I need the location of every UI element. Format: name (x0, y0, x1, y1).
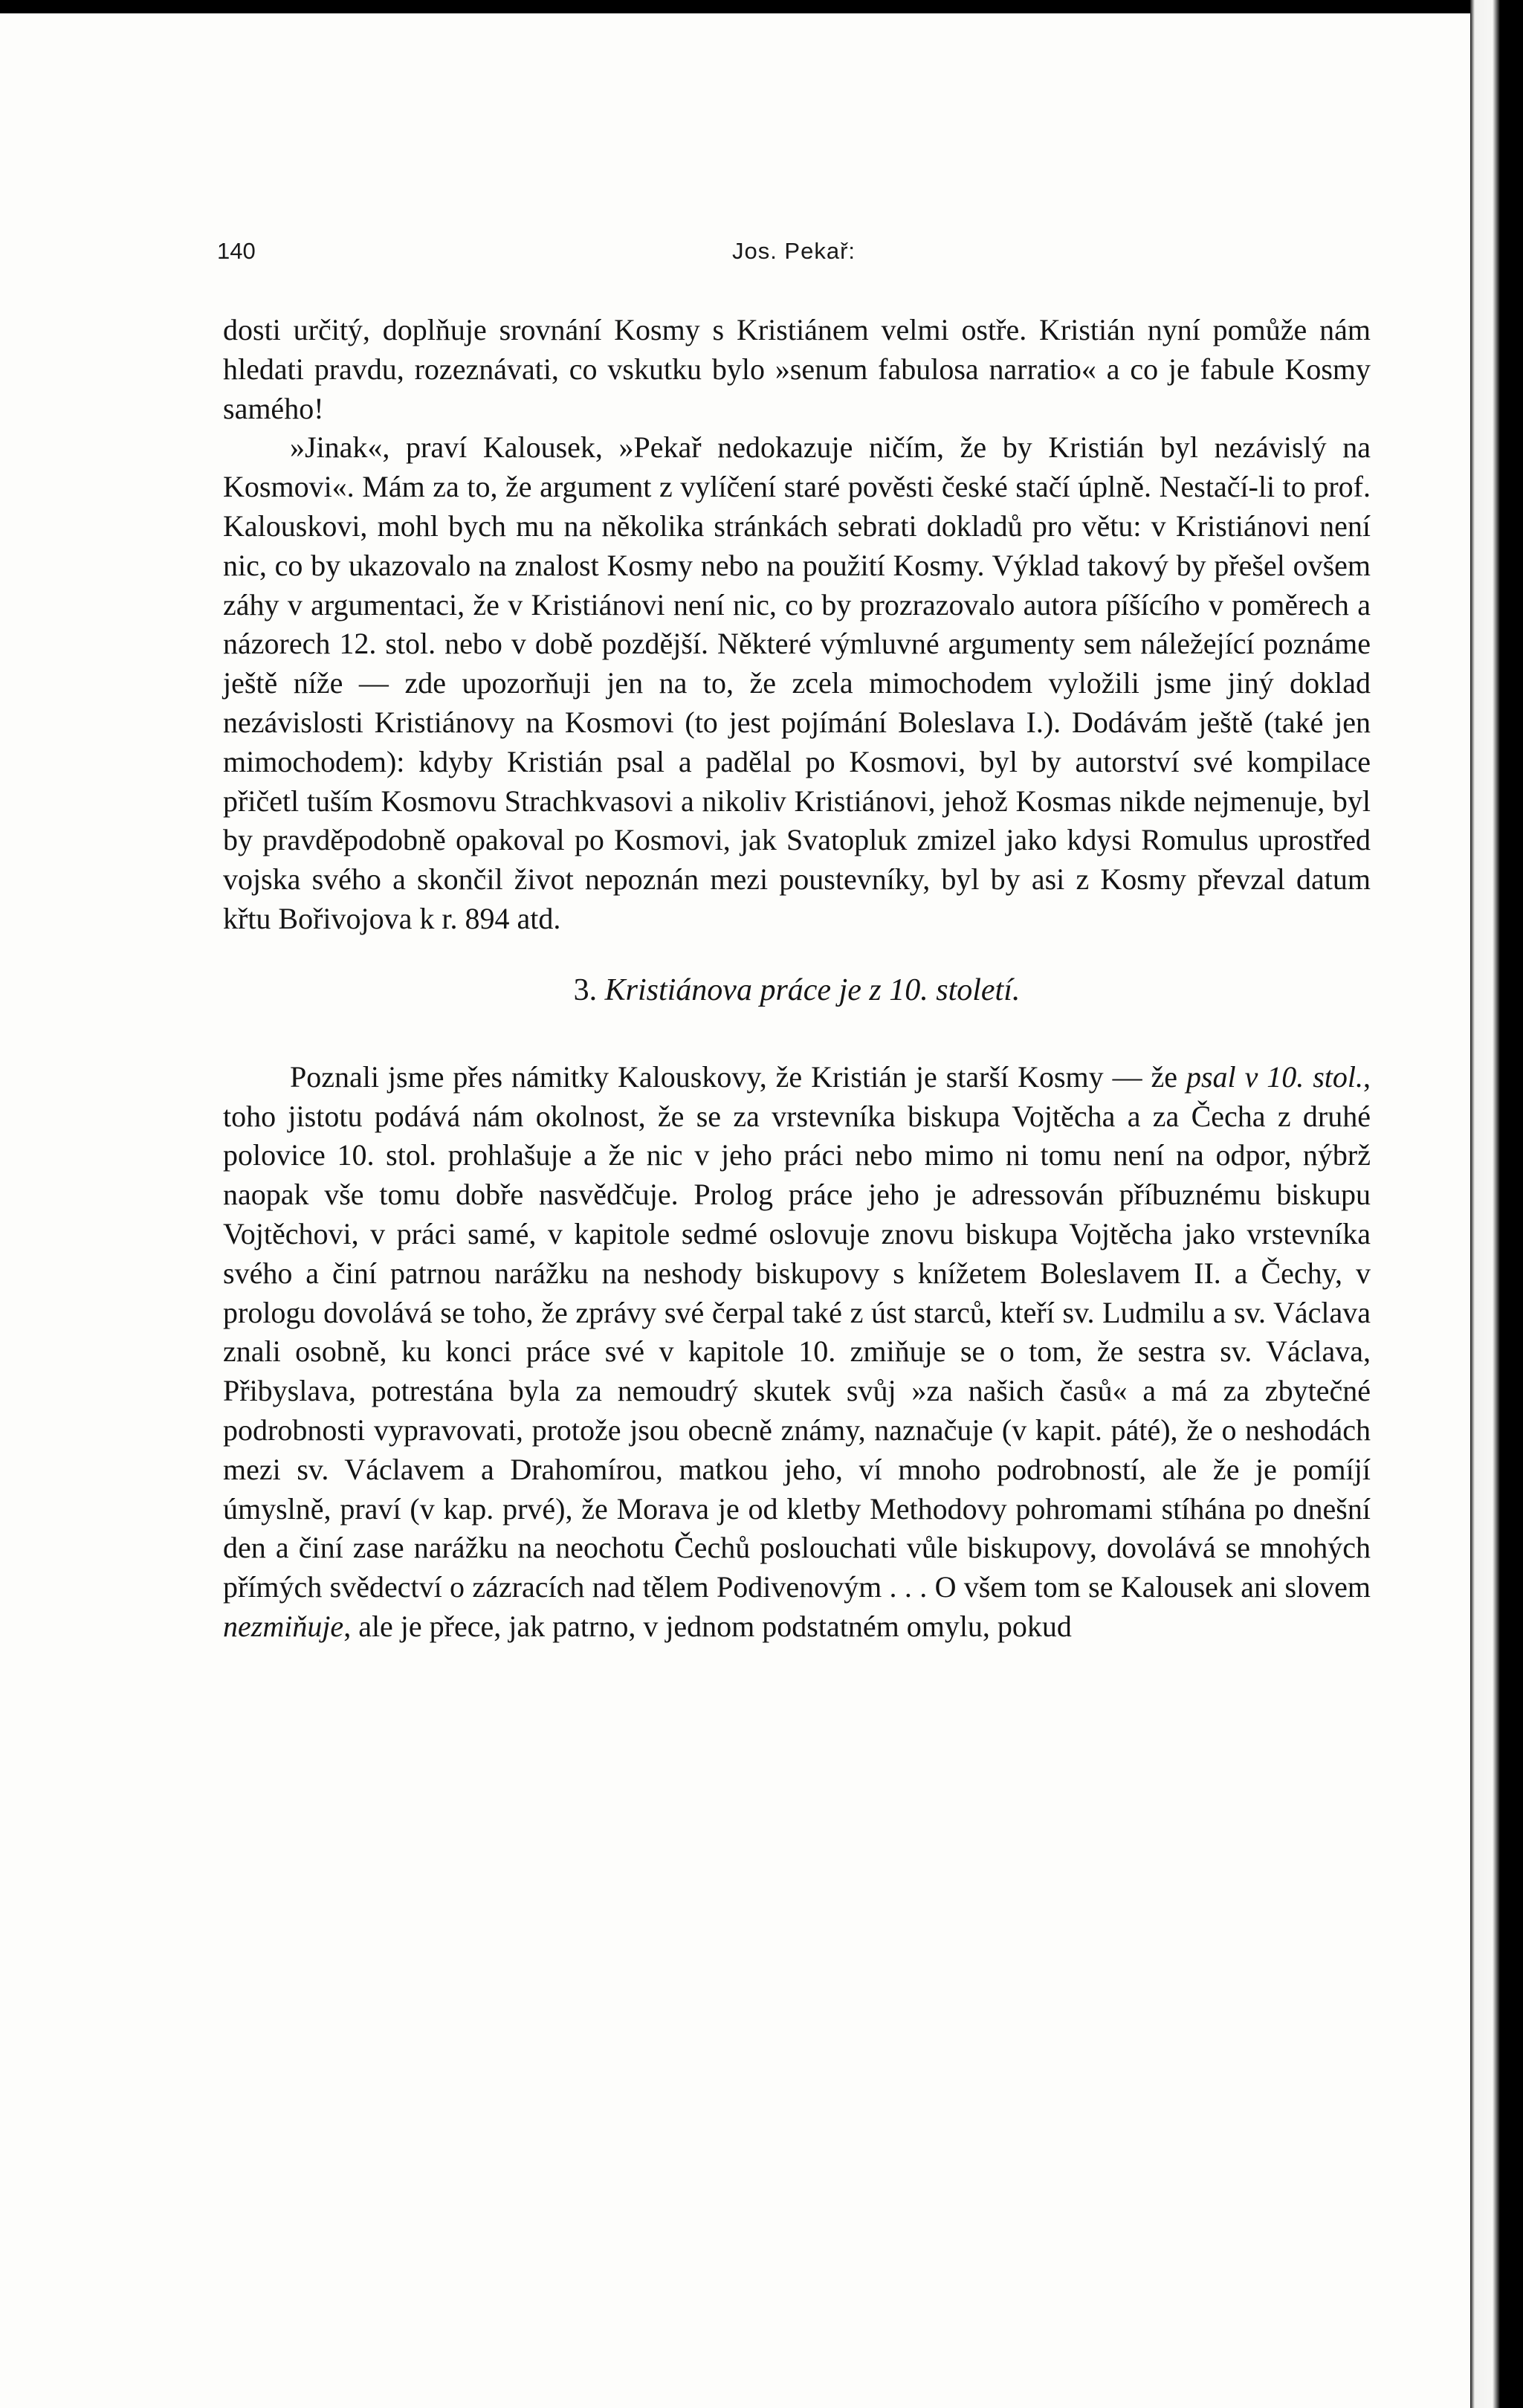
scan-top-border (0, 0, 1523, 13)
section-title: Kristiánova práce je z 10. století. (604, 972, 1021, 1007)
italic-phrase-psal: psal v 10. stol. (1186, 1059, 1364, 1094)
paragraph-2: »Jinak«, praví Kalousek, »Pekař nedokazuje ničím, že by Kristián byl nezávislý na Kosmovi«. Mám za to, že argument z vylíčení staré pověsti české stačí úplně. Nestačí-li to prof. Kalouskovi, mohl bych mu na několika stránkách sebrati dokladů pro větu: v Kristiánovi není nic, co by ukazovalo na znalost Kosmy nebo na použití Kosmy. Výklad takový by přešel ovšem záhy v argumentaci, že v Kristiánovi není nic, co by prozrazovalo autora píšícího v poměrech a názorech 12. stol. nebo v době pozdější. Některé výmluvné argumenty sem náležející poznáme ještě níže — zde upozorňuji jen na to, že zcela mimochodem vyložili jsme jiný doklad nezávislosti Kristiánovy na Kosmovi (to jest pojímání Boleslava I.). Dodávám ještě (také jen mimochodem): kdyby Kristián psal a padělal po Kosmovi, byl by autorství své kompilace přičetl tuším Kosmovu Strachkvasovi a nikoliv Kristiánovi, jehož Kosmas nikde nejmenuje, byl by pravděpodobně opakoval po Kosmovi, jak Svatopluk zmizel jako kdysi Romulus uprostřed vojska svého a skončil život nepoznán mezi poustevníky, byl by asi z Kosmy převzal datum křtu Bořivojova k r. 894 atd. (223, 430, 1371, 935)
section-heading (223, 970, 1371, 1010)
paragraph-3-text-3: , ale je přece, jak patrno, v jednom podstatném omylu, pokud (343, 1609, 1072, 1643)
body-text (223, 311, 1371, 1647)
section-number: 3. (573, 972, 598, 1007)
page-header (214, 238, 1374, 283)
paragraph-1: dosti určitý, doplňuje srovnání Kosmy s Kristiánem velmi ostře. Kristián nyní pomůže nám hledati pravdu, rozeznávati, co vskutku bylo »senum fabulosa narratio« a co je fabule Kosmy samého! (223, 313, 1371, 425)
page-number: 140 (217, 238, 256, 264)
italic-word-nezminuje: nezmiňuje (223, 1609, 344, 1643)
running-head: Jos. Pekař: (731, 238, 856, 264)
paragraph-3-text-1: Poznali jsme přes námitky Kalouskovy, že Kristián je starší Kosmy — že (290, 1059, 1186, 1094)
scan-right-edge (1470, 0, 1523, 2408)
paragraph-3 (223, 1058, 1371, 1647)
book-page (0, 13, 1470, 2408)
paragraph-3-text-2: , toho jistotu podává nám okolnost, že se za vrstevníka biskupa Vojtěcha a za Čecha z druhé polovice 10. stol. prohlašuje a že nic v jeho práci nebo mimo ni tomu není na odpor, nýbrž naopak vše tomu dobře nasvědčuje. Prolog práce jeho je adressován příbuznému biskupu Vojtěchovi, v práci samé, v kapitole sedmé oslovuje znovu biskupa Vojtěcha jako vrstevníka svého a činí patrnou narážku na neshody biskupovy s knížetem Boleslavem II. a Čechy, v prologu dovolává se toho, že zprávy své čerpal také z úst starců, kteří sv. Ludmilu a sv. Václava znali osobně, ku konci práce své v kapitole 10. zmiňuje se o tom, že sestra sv. Václava, Přibyslava, potrestána byla za nemoudrý skutek svůj »za našich časů« a má za zbytečné podrobnosti vypravovati, protože jsou obecně známy, naznačuje (v kapit. páté), že o neshodách mezi sv. Václavem a Drahomírou, matkou jeho, ví mnoho podrobností, ale že je pomíjí úmyslně, praví (v kap. prvé), že Morava je od kletby Methodovy pohromami stíhána po dnešní den a činí zase narážku na neochotu Čechů poslouchati vůle biskupovy, dovolává se mnohých přímých svědectví o zázracích nad tělem Podivenovým . . . O všem tom se Kalousek ani slovem (223, 1059, 1371, 1604)
